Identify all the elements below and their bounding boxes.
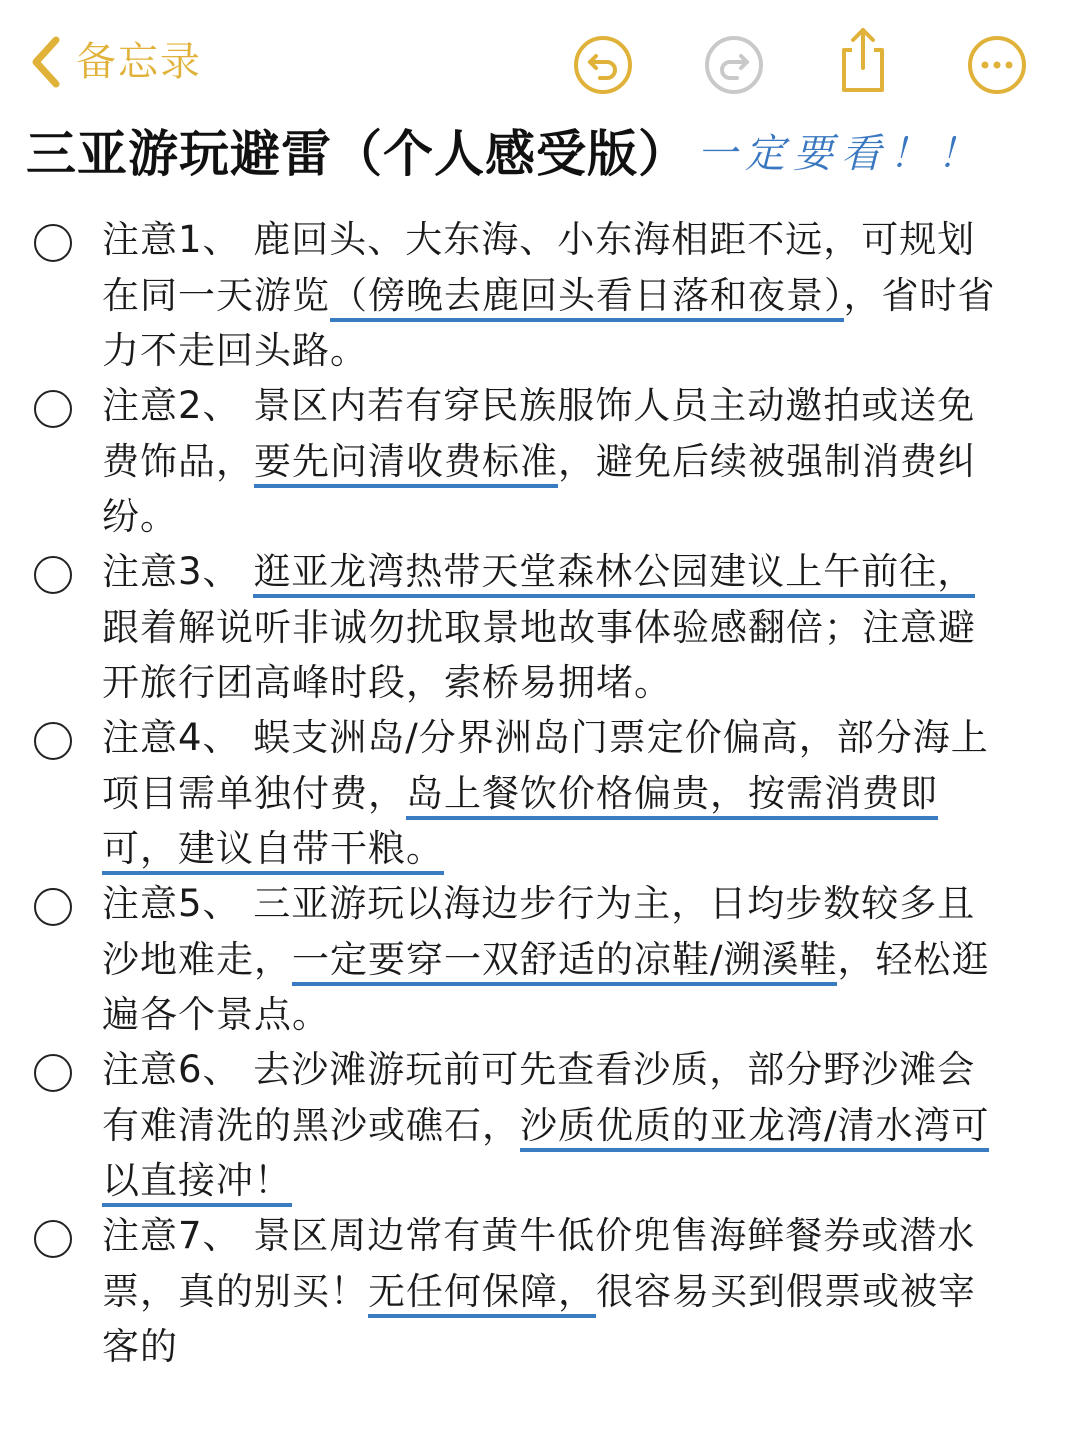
item-text-end: 很容易买到假票或被宰客的	[102, 1269, 976, 1368]
item-text-end: ，轻松逛遍各个景点。	[102, 937, 990, 1036]
back-label: 备忘录	[76, 39, 202, 85]
checklist-item[interactable]	[0, 1042, 1080, 1208]
redo-icon	[703, 34, 765, 96]
more-icon	[966, 34, 1028, 96]
back-button[interactable]	[26, 32, 202, 92]
item-text-end: ，省时省力不走回头路。	[102, 273, 996, 372]
item-text: 注意6、 去沙滩游玩前可先查看沙质，部分野沙滩会有难清洗的黑沙或礁石，	[102, 1048, 976, 1147]
item-text: 注意7、 景区周边常有黄牛低价兜售海鲜餐券或潜水票，真的别买！	[102, 1214, 976, 1313]
item-highlight: 沙质优质的亚龙湾/清水湾可以直接冲！	[102, 1104, 989, 1208]
item-text-end: ，避免后续被强制消费纠纷。	[102, 439, 976, 538]
undo-icon	[572, 34, 634, 96]
redo-button[interactable]	[703, 34, 765, 96]
checkbox[interactable]	[34, 1054, 72, 1092]
checklist[interactable]	[0, 212, 1080, 1374]
item-highlight: 要先问清收费标准	[254, 440, 558, 488]
item-highlight: 岛上餐饮价格偏贵，按需消费即可，建议自带干粮。	[102, 772, 938, 876]
undo-button[interactable]	[572, 34, 634, 96]
item-highlight: （傍晚去鹿回头看日落和夜景）	[330, 274, 844, 322]
checklist-item[interactable]	[0, 876, 1080, 1042]
checkbox[interactable]	[34, 888, 72, 926]
share-icon	[832, 24, 894, 96]
item-text: 注意1、 鹿回头、大东海、小东海相距不远，可规划在同一天游览	[102, 218, 976, 317]
checklist-item[interactable]	[0, 212, 1080, 378]
note-title-row[interactable]	[26, 112, 1066, 188]
item-text: 注意4、 蜈支洲岛/分界洲岛门票定价偏高，部分海上项目需单独付费，	[102, 716, 989, 815]
checkbox[interactable]	[34, 722, 72, 760]
share-button[interactable]	[832, 24, 894, 96]
checklist-item[interactable]	[0, 544, 1080, 710]
item-text: 注意3、	[102, 550, 254, 593]
checklist-item[interactable]	[0, 1208, 1080, 1374]
item-highlight: 逛亚龙湾热带天堂森林公园建议上午前往，	[253, 550, 975, 598]
checkbox[interactable]	[34, 224, 72, 262]
checkbox[interactable]	[34, 1220, 72, 1258]
checklist-item[interactable]	[0, 710, 1080, 876]
checklist-item[interactable]	[0, 378, 1080, 544]
item-highlight: 一定要穿一双舒适的凉鞋/溯溪鞋	[292, 938, 837, 986]
handwritten-annotation: 一定要看！！	[697, 130, 985, 177]
checkbox[interactable]	[34, 556, 72, 594]
navigation-bar	[0, 0, 1080, 110]
item-text: 注意5、 三亚游玩以海边步行为主，日均步数较多且沙地难走，	[102, 882, 976, 981]
item-text: 注意2、 景区内若有穿民族服饰人员主动邀拍或送免费饰品，	[102, 384, 976, 483]
chevron-left-icon	[26, 32, 66, 92]
item-highlight: 无任何保障，	[368, 1270, 596, 1318]
item-text-end: 跟着解说听非诚勿扰取景地故事体验感翻倍；注意避开旅行团高峰时段，索桥易拥堵。	[102, 605, 976, 704]
checkbox[interactable]	[34, 390, 72, 428]
more-button[interactable]	[966, 34, 1028, 96]
note-title: 三亚游玩避雷（个人感受版）	[26, 125, 689, 183]
